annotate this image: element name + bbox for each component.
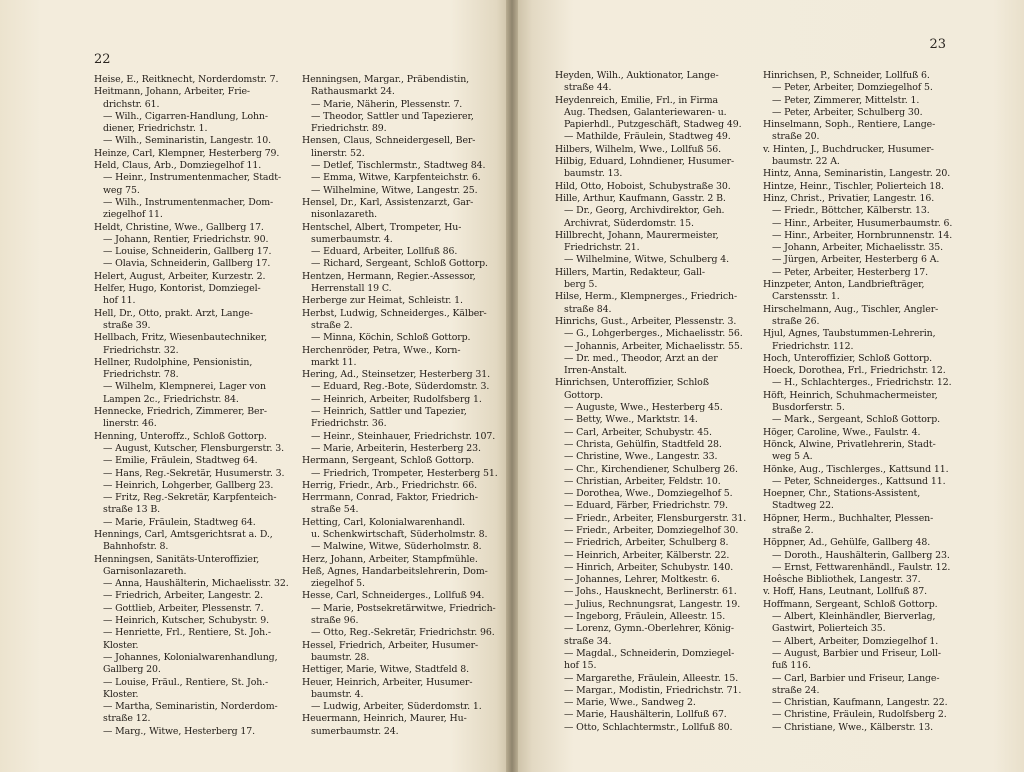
directory-entry-line: — Marie, Näherin, Plessenstr. 7. [311,98,463,110]
directory-entry-line: — Marie, Arbeiterin, Hesterberg 23. [311,442,481,454]
directory-entry-line: — Mathilde, Fräulein, Stadtweg 49. [564,131,731,143]
directory-entry-line: — Marie, Wwe., Sandweg 2. [564,697,696,709]
book-gutter [506,0,518,772]
directory-entry-line: — Albert, Arbeiter, Domziegelhof 1. [772,635,939,647]
directory-entry-line: Heldt, Christine, Wwe., Gallberg 17. [94,221,264,233]
directory-entry-line: Heuer, Heinrich, Arbeiter, Husumer- [302,676,473,688]
directory-entry-line: baumstr. 4. [311,688,364,700]
directory-entry-line: — Peter, Arbeiter, Schulberg 30. [772,106,923,118]
directory-entry-line: Lampen 2c., Friedrichstr. 84. [103,393,239,405]
directory-entry-line: Hinselmann, Soph., Rentiere, Lange- [763,119,936,131]
directory-entry-line: Irren-Anstalt. [564,365,627,377]
page-number: 23 [929,37,946,52]
directory-entry-line: — Eduard, Reg.-Bote, Süderdomstr. 3. [311,381,490,393]
directory-entry-line: — Christa, Gehülfin, Stadtfeld 28. [564,438,722,450]
directory-entry-line: — Hinrich, Arbeiter, Schubystr. 140. [564,561,734,573]
directory-entry-line: Hell, Dr., Otto, prakt. Arzt, Lange- [94,307,253,319]
directory-entry-line: u. Schenkwirtschaft, Süderholmstr. 8. [311,528,488,540]
directory-entry-line: straße 2. [772,524,814,536]
directory-entry-line: Höpner, Herm., Buchhalter, Plessen- [763,512,934,524]
directory-entry-line: v. Hoff, Hans, Leutnant, Lollfuß 87. [763,586,927,598]
directory-entry-line: — Jürgen, Arbeiter, Hesterberg 6 A. [772,254,940,266]
right-page-columns [555,70,959,734]
directory-entry-line: Heß, Agnes, Handarbeitslehrerin, Dom- [302,565,488,577]
directory-entry-line: Hillers, Martin, Redakteur, Gall- [555,266,705,278]
directory-entry-line: — Johannes, Kolonialwarenhandlung, [103,651,278,663]
directory-entry-line: Heinze, Carl, Klempner, Hesterberg 79. [94,147,280,159]
directory-entry-line: Henningsen, Sanitäts-Unteroffizier, [94,553,260,565]
directory-entry-line: — Hinr., Arbeiter, Husumerbaumstr. 6. [772,217,953,229]
directory-entry-line: — Louise, Fräul., Rentiere, St. Joh.- [103,676,269,688]
directory-entry-line: — Margarethe, Fräulein, Alleestr. 15. [564,672,739,684]
directory-entry-line: — Otto, Schlachtermstr., Lollfuß 80. [564,721,733,733]
directory-entry-line: hof 15. [564,660,597,672]
directory-entry-line: Hoepner, Chr., Stations-Assistent, [763,488,921,500]
directory-entry-line: Hild, Otto, Hoboist, Schubystraße 30. [555,180,731,192]
directory-entry-line: — Friedrich, Arbeiter, Langestr. 2. [103,590,263,602]
directory-entry-line: weg 75. [103,184,140,196]
directory-entry-line: Herberge zur Heimat, Schleistr. 1. [302,295,463,307]
directory-entry-line: — Doroth., Haushälterin, Gallberg 23. [772,549,950,561]
directory-entry-line: fuß 116. [772,660,811,672]
directory-entry-line: — Hinr., Arbeiter, Hornbrunnenstr. 14. [772,229,953,241]
directory-entry-line: — Friedrich, Trompeter, Hesterberg 51. [311,467,498,479]
directory-entry-line: Höppner, Ad., Gehülfe, Gallberg 48. [763,537,931,549]
directory-entry-line: — August, Barbier und Friseur, Loll- [772,647,941,659]
directory-entry-line: Hinrichs, Gust., Arbeiter, Plessenstr. 3. [555,315,737,327]
directory-entry-line: — G., Lohgerberges., Michaelisstr. 56. [564,328,743,340]
directory-entry-line: Hinrichsen, P., Schneider, Lollfuß 6. [763,70,930,81]
directory-entry-line: straße 13 B. [103,504,161,516]
directory-entry-line: Hesse, Carl, Schneiderges., Lollfuß 94. [302,590,485,602]
directory-entry-line: — Heinrich, Sattler und Tapezier, [311,406,467,418]
directory-entry-line: — Malwine, Witwe, Süderholmstr. 8. [311,541,482,553]
directory-entry-line: Garnisonlazareth. [103,565,187,577]
directory-entry-line: — Heinrich, Arbeiter, Rudolfsberg 1. [311,393,482,405]
directory-entry-line: — Peter, Schneiderges., Kattsund 11. [772,475,946,487]
directory-entry-line: — Ernst, Fettwarenhändl., Faulstr. 12. [772,561,951,573]
directory-entry-line: sumerbaumstr. 24. [311,725,399,737]
directory-entry-line: — Carl, Barbier und Friseur, Lange- [772,672,940,684]
directory-entry-line: Hönck, Alwine, Privatlehrerin, Stadt- [763,438,936,450]
directory-entry-line: — Eduard, Arbeiter, Lollfuß 86. [311,246,458,258]
directory-entry-line: straße 84. [564,303,612,315]
directory-entry-line: Hilbers, Wilhelm, Wwe., Lollfuß 56. [555,143,722,155]
directory-entry-line: — Chr., Kirchendiener, Schulberg 26. [564,463,738,475]
directory-entry-line: — Christian, Kaufmann, Langestr. 22. [772,697,948,709]
directory-entry-line: — Wilh., Instrumentenmacher, Dom- [103,196,274,208]
directory-entry-line: Gallberg 20. [103,664,161,676]
directory-entry-line: Hintze, Heinr., Tischler, Polierteich 18. [763,180,944,192]
directory-entry-line: — Marie, Fräulein, Stadtweg 64. [103,516,256,528]
directory-entry-line: — Marie, Postsekretärwitwe, Friedrich- [311,602,496,614]
directory-entry-line: Herrig, Friedr., Arb., Friedrichstr. 66. [302,479,477,491]
directory-entry-line: — Heinr., Steinhauer, Friedrichstr. 107. [311,430,496,442]
directory-entry-line: Hennecke, Friedrich, Zimmerer, Ber- [94,406,267,418]
directory-entry-line: — Wilh., Cigarren-Handlung, Lohn- [103,110,268,122]
directory-entry-line: — Heinrich, Kutscher, Schubystr. 9. [103,615,269,627]
directory-entry-line: Kloster. [103,639,139,651]
directory-entry-line: Hintz, Anna, Seminaristin, Langestr. 20. [763,168,951,180]
directory-entry-line: — Wilhelmine, Witwe, Schulberg 4. [564,254,730,266]
directory-entry-line: — Johann, Arbeiter, Michaelisstr. 35. [772,242,943,254]
directory-entry-line: v. Hinten, J., Buchdrucker, Husumer- [763,143,934,155]
directory-entry-line: Carstensstr. 1. [772,291,840,303]
directory-entry-line: Hillbrecht, Johann, Maurermeister, [555,229,719,241]
directory-entry-line: Rathausmarkt 24. [311,86,395,98]
directory-entry-line: straße 24. [772,684,820,696]
directory-entry-line: Hirschelmann, Aug., Tischler, Angler- [763,303,939,315]
directory-entry-line: — Heinrich, Arbeiter, Kälberstr. 22. [564,549,730,561]
directory-entry-line: baumstr. 13. [564,168,623,180]
directory-entry-line: — Auguste, Wwe., Hesterberg 45. [564,402,723,414]
directory-entry-line: — Dr., Georg, Archivdirektor, Geh. [564,205,725,217]
directory-entry-line: markt 11. [311,356,357,368]
directory-entry-line: — H., Schlachterges., Friedrichstr. 12. [772,377,952,389]
directory-entry-line: — Fritz, Reg.-Sekretär, Karpfenteich- [103,492,277,504]
directory-entry-line: — Richard, Sergeant, Schloß Gottorp. [311,258,488,270]
directory-entry-line: Gottorp. [564,389,603,401]
directory-entry-line: Helert, August, Arbeiter, Kurzestr. 2. [94,270,266,282]
directory-entry-line: Papierhdl., Putzgeschäft, Stadweg 49. [564,119,742,131]
directory-entry-line: — Johann, Rentier, Friedrichstr. 90. [103,233,269,245]
directory-entry-line: berg 5. [564,279,598,291]
directory-entry-line: hof 11. [103,295,136,307]
directory-column [94,74,290,738]
directory-column [302,74,498,738]
directory-entry-line: Herz, Johann, Arbeiter, Stampfmühle. [302,553,478,565]
directory-entry-line: — August, Kutscher, Flensburgerstr. 3. [103,442,284,454]
directory-entry-line: Hensel, Dr., Karl, Assistenzarzt, Gar- [302,196,474,208]
directory-entry-line: Kloster. [103,688,139,700]
directory-entry-line: baumstr. 28. [311,651,370,663]
directory-entry-line: — Minna, Köchin, Schloß Gottorp. [311,332,471,344]
directory-entry-line: — Friedr., Arbeiter, Domziegelhof 30. [564,524,739,536]
directory-entry-line: — Christiane, Wwe., Kälberstr. 13. [772,721,934,733]
directory-entry-line: Friedrichstr. 89. [311,123,387,135]
directory-entry-line: Friedrichstr. 32. [103,344,179,356]
directory-entry-line: Helfer, Hugo, Kontorist, Domziegel- [94,283,261,295]
directory-entry-line: Aug. Thedsen, Galanteriewaren- u. [564,106,727,118]
directory-entry-line: — Julius, Rechnungsrat, Langestr. 19. [564,598,741,610]
directory-entry-line: Heydenreich, Emilie, Frl., in Firma [555,94,719,106]
directory-entry-line: — Ludwig, Arbeiter, Süderdomstr. 1. [311,701,482,713]
directory-entry-line: — Emilie, Fräulein, Stadtweg 64. [103,455,258,467]
directory-entry-line: Hinzpeter, Anton, Landbriefträger, [763,279,925,291]
directory-entry-line: Bahnhofstr. 8. [103,541,169,553]
directory-entry-line: Friedrichstr. 78. [103,369,179,381]
directory-entry-line: — Louise, Schneiderin, Gallberg 17. [103,246,272,258]
directory-entry-line: Busdorferstr. 5. [772,402,845,414]
directory-entry-line: Hentschel, Albert, Trompeter, Hu- [302,221,462,233]
directory-entry-line: Hilbig, Eduard, Lohndiener, Husumer- [555,156,735,168]
directory-entry-line: — Johannis, Arbeiter, Michaelisstr. 55. [564,340,743,352]
directory-entry-line: — Christine, Wwe., Langestr. 33. [564,451,718,463]
directory-entry-line: — Friedr., Böttcher, Kälberstr. 13. [772,205,930,217]
directory-entry-line: linerstr. 52. [311,147,365,159]
directory-entry-line: Hensen, Claus, Schneidergesell, Ber- [302,135,476,147]
directory-entry-line: Hoêsche Bibliothek, Langestr. 37. [763,574,921,586]
directory-entry-line: weg 5 A. [772,451,813,463]
directory-entry-line: Hönke, Aug., Tischlerges., Kattsund 11. [763,463,949,475]
page-number: 22 [94,52,111,67]
directory-entry-line: — Heinr., Instrumentenmacher, Stadt- [103,172,282,184]
directory-entry-line: Held, Claus, Arb., Domziegelhof 11. [94,160,262,172]
directory-entry-line: — Carl, Arbeiter, Schubystr. 45. [564,426,712,438]
directory-entry-line: — Eduard, Färber, Friedrichstr. 79. [564,500,728,512]
directory-column [763,70,959,734]
directory-entry-line: Hennings, Carl, Amtsgerichtsrat a. D., [94,528,273,540]
directory-entry-line: straße 44. [564,82,612,94]
directory-entry-line: straße 54. [311,504,359,516]
directory-entry-line: Hellner, Rudolphine, Pensionistin, [94,356,253,368]
directory-entry-line: — Christine, Fräulein, Rudolfsberg 2. [772,709,947,721]
directory-column [555,70,751,734]
directory-entry-line: straße 34. [564,635,612,647]
directory-entry-line: Hering, Ad., Steinsetzer, Hesterberg 31. [302,369,490,381]
directory-entry-line: Archivrat, Süderdomstr. 15. [564,217,694,229]
directory-entry-line: — Friedrich, Arbeiter, Schulberg 8. [564,537,729,549]
directory-entry-line: — Olavia, Schneiderin, Gallberg 17. [103,258,271,270]
directory-entry-line: — Anna, Haushälterin, Michaelisstr. 32. [103,578,289,590]
directory-entry-line: — Dr. med., Theodor, Arzt an der [564,352,718,364]
directory-entry-line: Hinz, Christ., Privatier, Langestr. 16. [763,192,935,204]
directory-entry-line: — Dorothea, Wwe., Domziegelhof 5. [564,488,733,500]
directory-entry-line: — Gottlieb, Arbeiter, Plessenstr. 7. [103,602,264,614]
directory-entry-line: Hessel, Friedrich, Arbeiter, Husumer- [302,639,479,651]
directory-entry-line: Heise, E., Reitknecht, Norderdomstr. 7. [94,74,279,85]
directory-entry-line: — Margar., Modistin, Friedrichstr. 71. [564,684,742,696]
directory-entry-line: — Emma, Witwe, Karpfenteichstr. 6. [311,172,481,184]
directory-entry-line: Heuermann, Heinrich, Maurer, Hu- [302,713,467,725]
directory-entry-line: Hettiger, Marie, Witwe, Stadtfeld 8. [302,664,470,676]
directory-entry-line: — Henriette, Frl., Rentiere, St. Joh.- [103,627,271,639]
directory-entry-line: — Wilhelm, Klempnerei, Lager von [103,381,266,393]
directory-entry-line: Friedrichstr. 36. [311,418,387,430]
directory-entry-line: — Mark., Sergeant, Schloß Gottorp. [772,414,940,426]
directory-entry-line: Henning, Unteroffz., Schloß Gottorp. [94,430,267,442]
directory-entry-line: baumstr. 22 A. [772,156,840,168]
directory-entry-line: — Magdal., Schneiderin, Domziegel- [564,647,735,659]
directory-entry-line: Hetting, Carl, Kolonialwarenhandl. [302,516,466,528]
directory-entry-line: — Ingeborg, Fräulein, Alleestr. 15. [564,611,726,623]
directory-entry-line: straße 12. [103,713,151,725]
directory-entry-line: Heitmann, Johann, Arbeiter, Frie- [94,86,250,98]
directory-entry-line: diener, Friedrichstr. 1. [103,123,208,135]
directory-entry-line: Hinrichsen, Unteroffizier, Schloß [555,377,709,389]
directory-entry-line: Herchenröder, Petra, Wwe., Korn- [302,344,461,356]
directory-entry-line: Herrenstall 19 C. [311,283,392,295]
directory-entry-line: — Martha, Seminaristin, Norderdom- [103,701,278,713]
directory-entry-line: ziegelhof 11. [103,209,163,221]
directory-entry-line: straße 2. [311,319,353,331]
directory-entry-line: — Albert, Kleinhändler, Bierverlag, [772,611,936,623]
directory-entry-line: — Peter, Arbeiter, Domziegelhof 5. [772,82,933,94]
directory-entry-line: linerstr. 46. [103,418,157,430]
directory-entry-line: Hoeck, Dorothea, Frl., Friedrichstr. 12. [763,365,946,377]
directory-entry-line: Hentzen, Hermann, Regier.-Assessor, [302,270,476,282]
directory-entry-line: Hille, Arthur, Kaufmann, Gasstr. 2 B. [555,192,726,204]
directory-entry-line: — Marie, Haushälterin, Lollfuß 67. [564,709,727,721]
directory-entry-line: Stadtweg 22. [772,500,834,512]
directory-entry-line: Herrmann, Conrad, Faktor, Friedrich- [302,492,478,504]
directory-entry-line: — Johannes, Lehrer, Moltkestr. 6. [564,574,720,586]
directory-entry-line: — Lorenz, Gymn.-Oberlehrer, König- [564,623,734,635]
directory-entry-line: Höft, Heinrich, Schuhmachermeister, [763,389,938,401]
directory-entry-line: Hoch, Unteroffizier, Schloß Gottorp. [763,352,933,364]
directory-entry-line: Hellbach, Fritz, Wiesenbautechniker, [94,332,267,344]
directory-entry-line: — Heinrich, Lohgerber, Gallberg 23. [103,479,274,491]
directory-entry-line: — Hans, Reg.-Sekretär, Husumerstr. 3. [103,467,285,479]
directory-entry-line: — Betty, Wwe., Marktstr. 14. [564,414,698,426]
directory-entry-line: sumerbaumstr. 4. [311,233,393,245]
directory-entry-line: — Theodor, Sattler und Tapezierer, [311,110,474,122]
directory-entry-line: — Christian, Arbeiter, Feldstr. 10. [564,475,721,487]
directory-entry-line: Friedrichstr. 112. [772,340,854,352]
directory-entry-line: Henningsen, Margar., Präbendistin, [302,74,470,85]
directory-entry-line: — Friedr., Arbeiter, Flensburgerstr. 31. [564,512,747,524]
directory-entry-line: Herbst, Ludwig, Schneiderges., Kälber- [302,307,487,319]
directory-entry-line: ziegelhof 5. [311,578,365,590]
directory-entry-line: nisonlazareth. [311,209,378,221]
directory-entry-line: Gastwirt, Polierteich 35. [772,623,886,635]
directory-entry-line: — Detlef, Tischlermstr., Stadtweg 84. [311,160,486,172]
directory-entry-line: — Wilhelmine, Witwe, Langestr. 25. [311,184,478,196]
left-page-columns [94,74,498,738]
directory-entry-line: Hermann, Sergeant, Schloß Gottorp. [302,455,475,467]
directory-entry-line: Friedrichstr. 21. [564,242,640,254]
directory-entry-line: drichstr. 61. [103,98,160,110]
directory-entry-line: Hoffmann, Sergeant, Schloß Gottorp. [763,598,938,610]
directory-entry-line: — Peter, Arbeiter, Hesterberg 17. [772,266,928,278]
directory-entry-line: straße 96. [311,615,359,627]
directory-entry-line: — Peter, Zimmerer, Mittelstr. 1. [772,94,920,106]
directory-entry-line: — Wilh., Seminaristin, Langestr. 10. [103,135,272,147]
directory-entry-line: — Johs., Hausknecht, Berlinerstr. 61. [564,586,737,598]
directory-entry-line: straße 20. [772,131,820,143]
directory-entry-line: straße 26. [772,315,820,327]
directory-entry-line: — Marg., Witwe, Hesterberg 17. [103,725,255,737]
directory-entry-line: straße 39. [103,319,151,331]
directory-entry-line: Höger, Caroline, Wwe., Faulstr. 4. [763,426,921,438]
directory-entry-line: Hjul, Agnes, Taubstummen-Lehrerin, [763,328,936,340]
directory-entry-line: — Otto, Reg.-Sekretär, Friedrichstr. 96. [311,627,495,639]
directory-entry-line: Hilse, Herm., Klempnerges., Friedrich- [555,291,738,303]
directory-entry-line: Heyden, Wilh., Auktionator, Lange- [555,70,719,81]
